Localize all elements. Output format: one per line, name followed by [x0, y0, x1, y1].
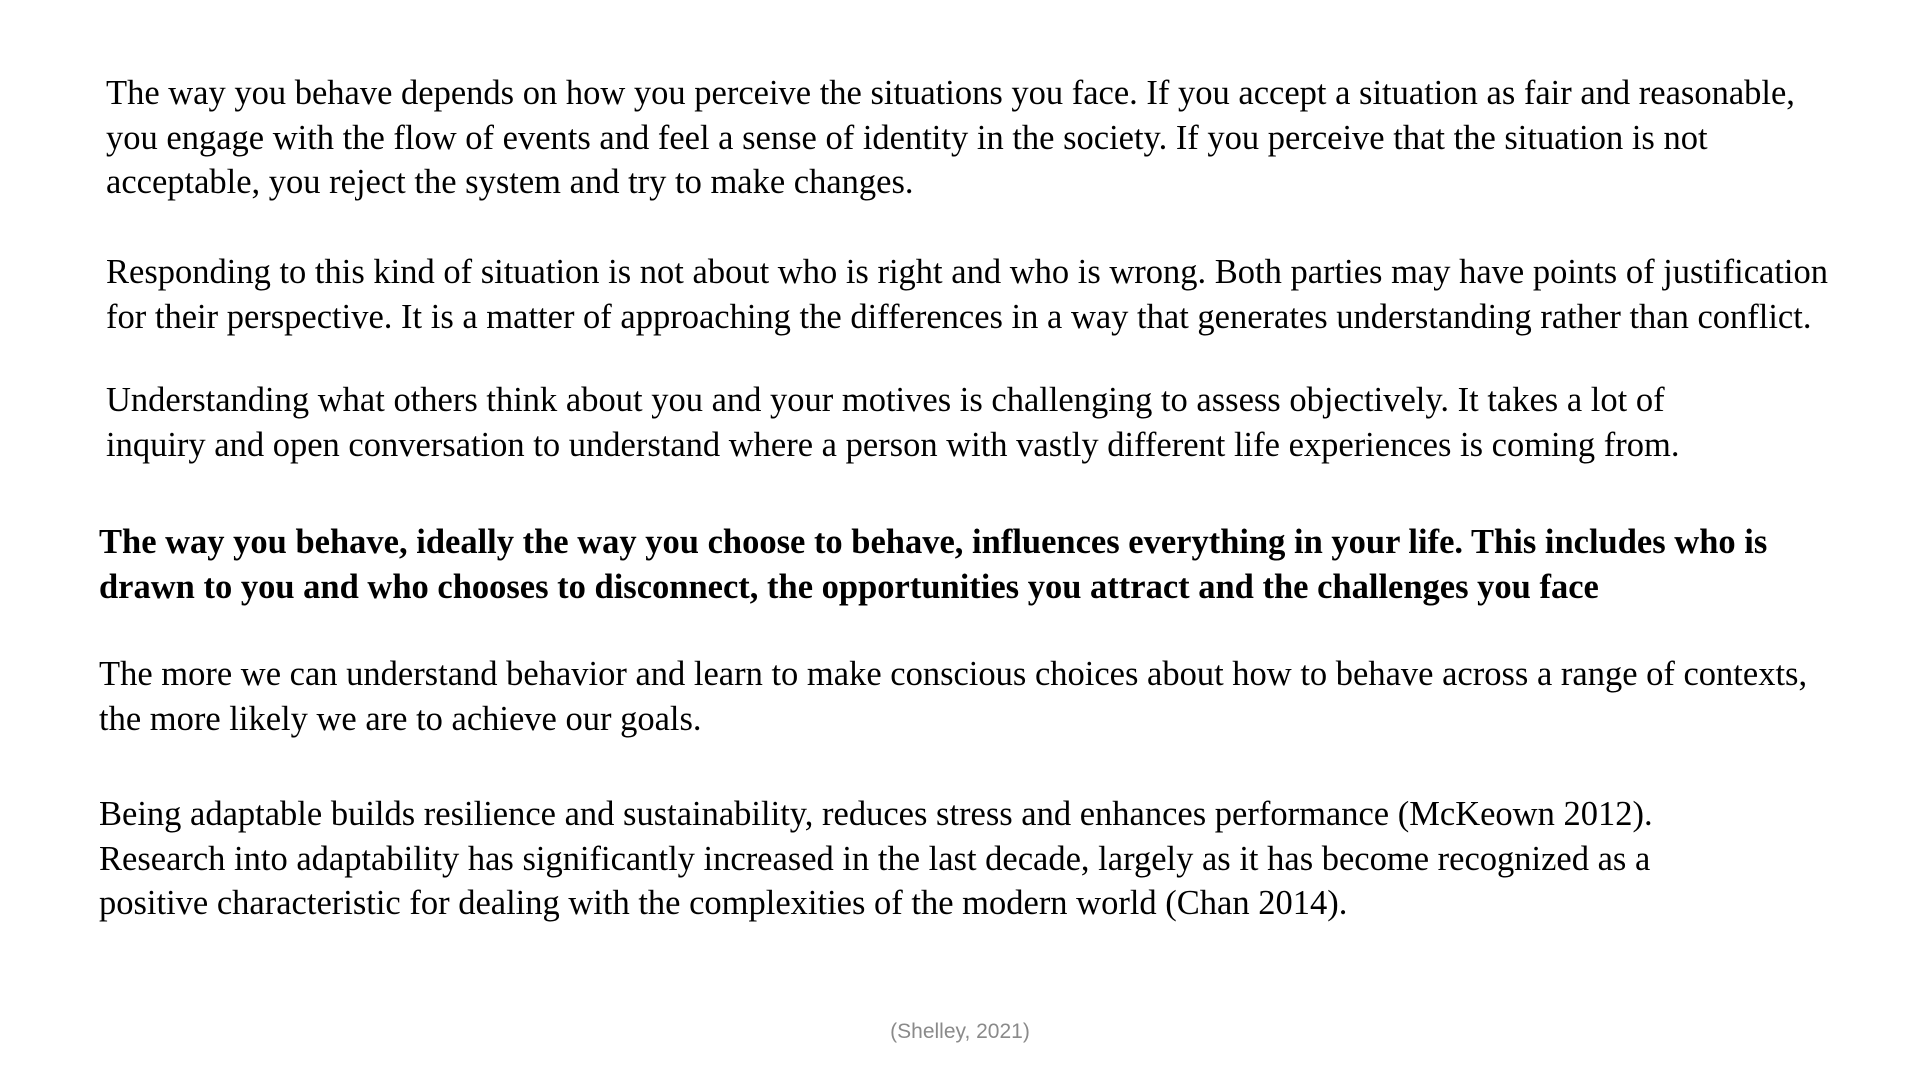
paragraph-perception — [106, 71, 1795, 205]
citation: (Shelley, 2021) — [890, 1020, 1030, 1043]
text-line: Understanding what others think about you and your motives is challenging to assess objectively. It takes a lot of — [106, 381, 1665, 419]
paragraph-responding — [106, 250, 1828, 339]
paragraph-conscious-choices — [99, 652, 1807, 741]
paragraph-key-point — [99, 520, 1767, 609]
paragraph-understanding — [106, 378, 1679, 467]
text-line: you engage with the flow of events and feel a sense of identity in the society. If you perceive that the situation is not — [106, 118, 1708, 157]
text-line: The way you behave depends on how you perceive the situations you face. If you accept a situation as fair and reasonable, — [106, 74, 1795, 112]
paragraph-adaptability — [99, 792, 1653, 926]
text-line: inquiry and open conversation to understand where a person with vastly different life experiences is coming from. — [106, 425, 1680, 464]
text-line: acceptable, you reject the system and try to make changes. — [106, 163, 914, 201]
text-line: drawn to you and who chooses to disconnect, the opportunities you attract and the challenges you face — [99, 567, 1599, 606]
text-line: The way you behave, ideally the way you choose to behave, influences everything in your life. This includes who is — [99, 523, 1768, 561]
text-line: Being adaptable builds resilience and sustainability, reduces stress and enhances performance (McKeown 2012). — [99, 795, 1653, 833]
text-line: the more likely we are to achieve our goals. — [99, 699, 702, 738]
text-line: The more we can understand behavior and learn to make conscious choices about how to behave across a range of contexts, — [99, 655, 1808, 693]
text-line: Research into adaptability has significantly increased in the last decade, largely as it has become recognized as a — [99, 839, 1651, 878]
text-line: Responding to this kind of situation is not about who is right and who is wrong. Both parties may have points of justification — [106, 253, 1828, 291]
text-line: positive characteristic for dealing with the complexities of the modern world (Chan 2014). — [99, 884, 1348, 922]
text-line: for their perspective. It is a matter of approaching the differences in a way that generates understanding rather than conflict. — [106, 297, 1812, 336]
